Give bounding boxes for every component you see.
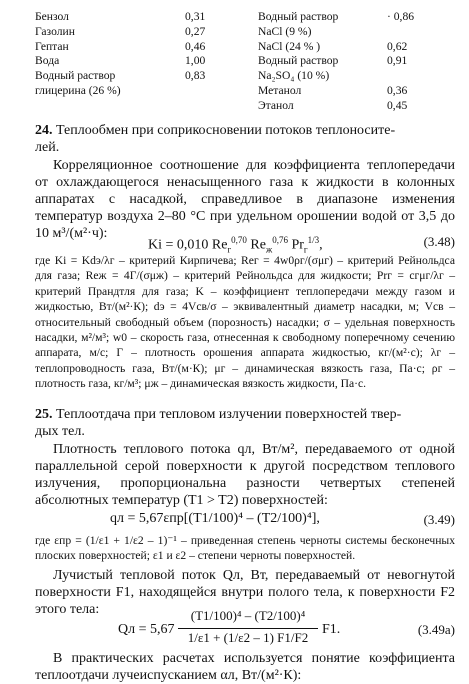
left-substance-name: Вода — [35, 54, 60, 68]
section-24-title-line2: лей. — [35, 140, 60, 155]
right-coefficient-value: · 0,86 — [387, 10, 415, 23]
left-substance-name: Гептан — [35, 39, 69, 53]
right-substance-name: Водный раствор — [258, 54, 339, 68]
section-25-paragraph-3: В практических расчетах используется понятие коэффициента теплоотдачи лучеиспусканием αл, Вт/(м²·К): — [35, 651, 455, 683]
section-25-paragraph-2: Лучистый тепловой поток Qл, Вт, передаваемый от невогнутой поверхности F1, находящейся внутри полого тела, к поверхности F2 этого тела: — [35, 568, 455, 617]
left-coefficient-value: 0,31 — [185, 10, 206, 23]
left-coefficient-value: 0,27 — [185, 24, 206, 38]
right-coefficient-value: 0,91 — [387, 54, 408, 68]
section-24-heading — [35, 122, 455, 139]
right-substance-name: NaCl (24 % ) — [258, 39, 321, 53]
section-25-paragraph-1: Плотность теплового потока qл, Вт/м², передаваемого от одной параллельной серой поверхности к другой посредством теплового излучения, пропорциональна разности четвертых степеней абсолютных температур (T1 > T2) поверхностей: — [35, 442, 455, 508]
section-25-number: 25. — [35, 407, 53, 422]
right-coefficient-value: 0,36 — [387, 84, 408, 97]
right-substance-name: Этанол — [258, 98, 294, 112]
formula-3-49a-numerator: (T1/100)⁴ – (T2/100)⁴ — [190, 608, 306, 623]
eq-number-3-49: (3.49) — [423, 512, 455, 527]
left-substance-name: Бензол — [35, 10, 69, 23]
right-substance-name: Na₂SO₄ (10 %) — [258, 69, 330, 83]
formula-3-49a-denominator: 1/ε1 + (1/ε2 – 1) F1/F2 — [187, 630, 309, 645]
section-24-paragraph: Корреляционное соотношение для коэффициента теплопередачи от охлаждающегося ненасыщенного газа к жидкости в колонных аппаратах с насадкой, справедливое в диапазоне изменения температур воздуха 2–80 °С при удельном орошении водой от 3,5 до 10 м³/(м²·ч): — [35, 158, 455, 241]
right-coefficient-value: 0,45 — [387, 98, 408, 112]
section-24-definitions: где Ki = Kdэ/λг – критерий Кирпичева; Reг = 4w0ρг/(σμг) – критерий Рейнольдса для газа; Reж = 4Г/(σμж) – критерий Рейнольдса для жидкости; Prг = cгμг/λг – критерий Прандтля для газа; K – коэффициент теплопередачи между газом и жидкостью, Вт/(м²·К); dэ = 4Vсв/σ – эквивалентный диаметр насадки, м; Vсв – относительный свободный объем (порозность) насадки; σ – удельная поверхность насадки, м²/м³; w0 – скорость газа, отнесенная к свободному поперечному сечению аппарата, м/с; Г – плотность орошения аппарата жидкостью, кг/(м²·с); λг – теплопроводность газа, Вт/(м·К); μг – динамическая вязкость газа, Па·с; ρг – плотность газа, кг/м³; μж – динамическая вязкость жидкости, Па·с. — [35, 254, 455, 391]
eq-number-3-48: (3.48) — [423, 234, 455, 249]
section-25-title-line1: Теплоотдача при тепловом излучении поверхностей твер- — [56, 407, 402, 422]
left-substance-name: глицерина (26 %) — [35, 84, 121, 97]
left-substance-name: Газолин — [35, 24, 75, 38]
left-coefficient-value: 0,83 — [185, 69, 206, 83]
section-25-heading-cont — [35, 423, 455, 440]
right-substance-name: Водный раствор — [258, 10, 339, 23]
right-coefficient-value: 0,62 — [387, 39, 408, 53]
section-24-heading-cont — [35, 139, 455, 156]
formula-3-48: Ki = 0,010 $Re_г^{0,70}$ $Re_ж^{0,76}$ $Pr_г^{1/3}$, — [148, 235, 323, 255]
left-substance-name: Водный раствор — [35, 69, 116, 83]
section-25-definition-1: где εпр = (1/ε1 + 1/ε2 – 1)⁻¹ – приведенная степень черноты системы бесконечных плоских поверхностей; ε1 и ε2 – степени черноты поверхностей. — [35, 534, 455, 563]
formula-3-49: qл = 5,67εпр[(T1/100)⁴ – (T2/100)⁴], — [110, 511, 320, 526]
formula-3-49a-lhs: Qл = 5,67 — [118, 622, 175, 637]
formula-3-49a-rhs: F1. — [322, 622, 341, 637]
section-25-title-line2: дых тел. — [35, 424, 85, 439]
right-substance-name: Метанол — [258, 84, 302, 97]
section-24-number: 24. — [35, 123, 53, 138]
left-coefficient-value: 0,46 — [185, 39, 206, 53]
eq-number-3-49a: (3.49a) — [417, 622, 455, 637]
left-coefficient-value: 1,00 — [185, 54, 206, 68]
right-substance-name: NaCl (9 %) — [258, 24, 312, 38]
section-24-title-line1: Теплообмен при соприкосновении потоков теплоносите- — [56, 123, 396, 138]
fraction-bar — [178, 628, 318, 629]
section-25-heading — [35, 406, 455, 423]
